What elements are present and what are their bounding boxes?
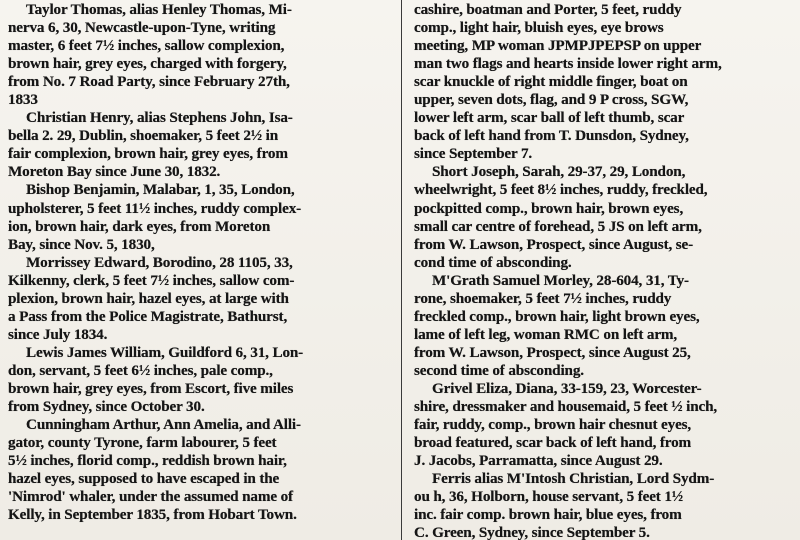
column-rule <box>401 0 402 540</box>
notice-entry <box>8 344 390 416</box>
text-line: inc. fair comp. brown hair, blue eyes, from <box>414 506 682 524</box>
text-line: pockpitted comp., brown hair, brown eyes, <box>414 199 684 217</box>
text-line: upper, seven dots, flag, and 9 P cross, SGW, <box>414 91 689 109</box>
text-line: bella 2. 29, Dublin, shoemaker, 5 feet 2½ in <box>8 127 279 145</box>
text-line: Grivel Eliza, Diana, 33-159, 23, Worcester- <box>432 379 702 397</box>
text-line: lame of left leg, woman RMC on left arm, <box>414 325 678 343</box>
text-line: don, servant, 5 feet 6½ inches, pale comp., <box>8 361 273 379</box>
text-line: from W. Lawson, Prospect, since August 25, <box>414 343 691 361</box>
text-line: Lewis James William, Guildford 6, 31, Lon- <box>26 343 304 361</box>
text-line: rone, shoemaker, 5 feet 7½ inches, ruddy <box>414 289 672 307</box>
notice-entry <box>414 470 794 540</box>
text-line: J. Jacobs, Parramatta, since August 29. <box>414 452 663 470</box>
notice-entry <box>8 416 390 524</box>
text-line: back of left hand from T. Dunsdon, Sydney, <box>414 127 689 145</box>
notice-entry <box>414 272 794 380</box>
text-line: Taylor Thomas, alias Henley Thomas, Mi- <box>26 1 292 18</box>
text-line: master, 6 feet 7½ inches, sallow complexion, <box>8 37 285 55</box>
right-column <box>414 1 794 540</box>
text-line: Bay, since Nov. 5, 1830, <box>8 235 155 253</box>
text-line: freckled comp., brown hair, light brown eyes, <box>414 307 700 325</box>
text-line: wheelwright, 5 feet 8½ inches, ruddy, freckled, <box>414 181 708 199</box>
text-line: 5½ inches, florid comp., reddish brown hair, <box>8 452 287 470</box>
text-line: brown hair, grey eyes, from Escort, five miles <box>8 379 294 397</box>
text-line: cashire, boatman and Porter, 5 feet, ruddy <box>414 1 682 18</box>
text-line: gator, county Tyrone, farm labourer, 5 feet <box>8 434 277 452</box>
text-line: comp., light hair, bluish eyes, eye brows <box>414 19 664 37</box>
text-line: hazel eyes, supposed to have escaped in the <box>8 470 280 488</box>
text-line: Morrissey Edward, Borodino, 28 1105, 33, <box>26 253 293 271</box>
text-line: fair, ruddy, comp., brown hair chesnut eyes, <box>414 416 692 434</box>
text-line: M'Grath Samuel Morley, 28-604, 31, Ty- <box>432 271 689 289</box>
text-line: since July 1834. <box>8 325 108 343</box>
text-line: Christian Henry, alias Stephens John, Isa- <box>26 109 293 127</box>
text-line: 1833 <box>8 91 38 109</box>
notice-entry <box>8 1 390 109</box>
text-line: upholsterer, 5 feet 11½ inches, ruddy complex- <box>8 199 302 217</box>
text-line: ou h, 36, Holborn, house servant, 5 feet 1½ <box>414 488 684 506</box>
notice-entry <box>414 163 794 271</box>
text-line: from W. Lawson, Prospect, since August, se- <box>414 235 694 253</box>
notice-entry <box>8 254 390 344</box>
text-line: a Pass from the Police Magistrate, Bathurst, <box>8 307 288 325</box>
text-line: man two flags and hearts inside lower right arm, <box>414 55 722 73</box>
text-line: brown hair, grey eyes, charged with forgery, <box>8 55 287 73</box>
text-line: Ferris alias M'Intosh Christian, Lord Sydm- <box>432 470 715 488</box>
text-line: fair complexion, brown hair, grey eyes, from <box>8 145 288 163</box>
text-line: Moreton Bay since June 30, 1832. <box>8 163 221 181</box>
text-line: shire, dressmaker and housemaid, 5 feet ½ inch, <box>414 398 718 416</box>
left-column <box>8 1 390 540</box>
text-line: Bishop Benjamin, Malabar, 1, 35, London, <box>26 181 295 199</box>
text-line: broad featured, scar back of left hand, from <box>414 434 692 452</box>
text-line: since September 7. <box>414 145 533 163</box>
text-line: Kilkenny, clerk, 5 feet 7½ inches, sallow com- <box>8 271 295 289</box>
text-line: ion, brown hair, dark eyes, from Moreton <box>8 217 271 235</box>
text-line: nerva 6, 30, Newcastle-upon-Tyne, writing <box>8 19 276 37</box>
text-line: Kelly, in September 1835, from Hobart Town. <box>8 506 297 524</box>
text-line: second time of absconding. <box>414 361 584 379</box>
notice-entry <box>8 181 390 253</box>
text-line: meeting, MP woman JPMPJPEPSP on upper <box>414 37 702 55</box>
text-line: 'Nimrod' whaler, under the assumed name of <box>8 488 293 506</box>
text-line: scar knuckle of right middle finger, boat on <box>414 73 688 91</box>
text-line: from Sydney, since October 30. <box>8 398 205 416</box>
text-line: lower left arm, scar ball of left thumb, scar <box>414 109 685 127</box>
text-line: small car centre of forehead, 5 JS on left arm, <box>414 217 702 235</box>
notice-entry <box>8 109 390 181</box>
text-line: cond time of absconding. <box>414 253 572 271</box>
text-line: C. Green, Sydney, since September 5. <box>414 524 650 540</box>
notice-entry <box>414 1 794 163</box>
notice-entry <box>414 380 794 470</box>
text-line: plexion, brown hair, hazel eyes, at large with <box>8 289 289 307</box>
text-line: Short Joseph, Sarah, 29-37, 29, London, <box>432 163 686 181</box>
text-line: from No. 7 Road Party, since February 27th, <box>8 73 290 91</box>
text-line: Cunningham Arthur, Ann Amelia, and Alli- <box>26 416 301 434</box>
